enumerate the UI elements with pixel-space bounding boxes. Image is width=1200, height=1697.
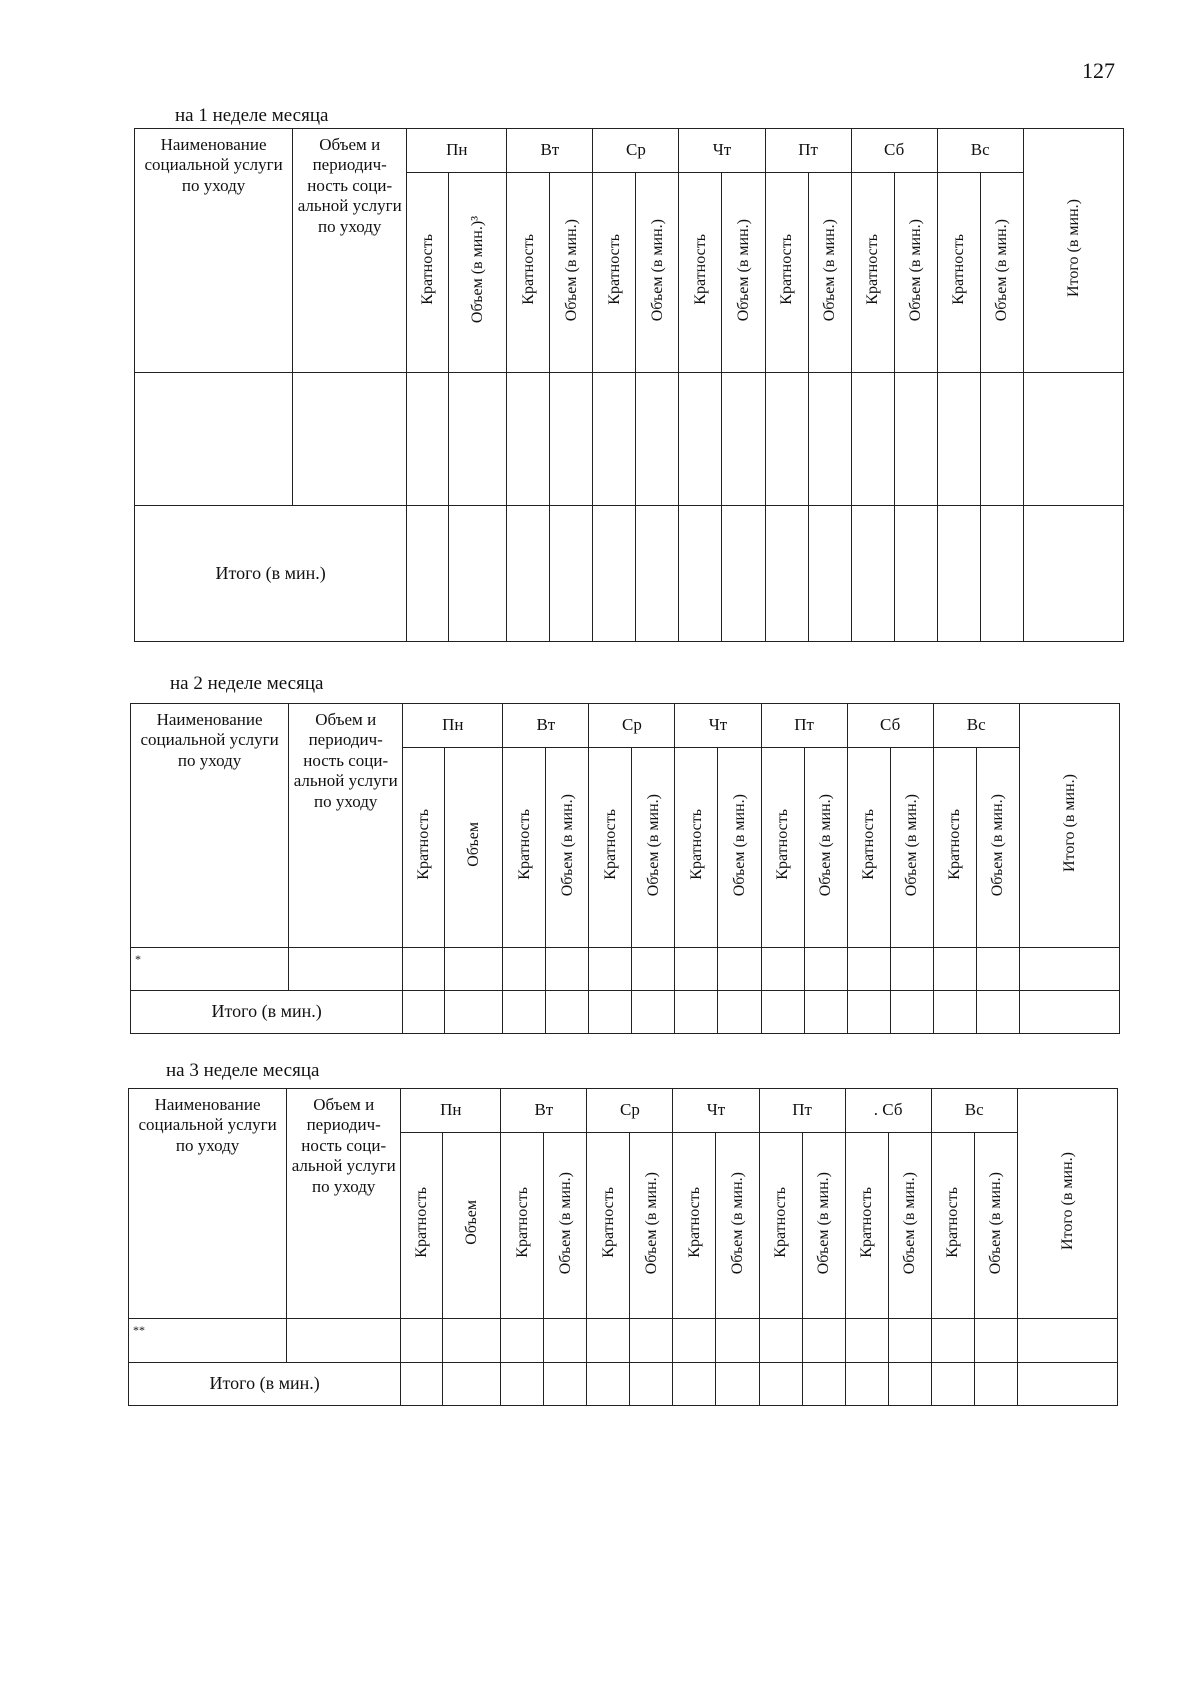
header-multiplicity: Кратность	[937, 173, 980, 373]
cell	[716, 1363, 759, 1406]
cell	[718, 948, 761, 991]
cell	[293, 373, 407, 506]
cell	[544, 1319, 587, 1363]
cell	[679, 506, 722, 642]
cell	[1019, 991, 1119, 1034]
header-volume-minutes: Объем (в мин.)	[636, 173, 679, 373]
cell	[845, 1319, 888, 1363]
page-number: 127	[1082, 58, 1115, 83]
header-multiplicity: Кратность	[759, 1133, 802, 1319]
week-3-caption: на 3 неделе месяца	[166, 1060, 320, 1081]
table-row	[131, 948, 1120, 991]
header-day-fri: Пт	[759, 1089, 845, 1133]
cell	[401, 1319, 443, 1363]
cell	[937, 506, 980, 642]
cell	[765, 506, 808, 642]
cell	[403, 948, 445, 991]
header-volume: Объем	[445, 748, 503, 948]
cell	[587, 1363, 630, 1406]
cell	[933, 991, 976, 1034]
cell	[630, 1319, 673, 1363]
cell	[890, 948, 933, 991]
cell	[974, 1363, 1017, 1406]
cell	[445, 948, 503, 991]
cell	[407, 373, 449, 506]
row-mark: **	[129, 1319, 287, 1363]
cell	[449, 373, 507, 506]
header-total-minutes: Итого (в мин.)	[1023, 129, 1123, 373]
week-1-caption: на 1 неделе месяца	[175, 105, 329, 126]
total-row	[135, 506, 1124, 642]
cell	[443, 1319, 501, 1363]
header-multiplicity: Кратность	[401, 1133, 443, 1319]
header-day-sun: Вс	[933, 704, 1019, 748]
header-volume-periodicity: Объем и периодич-ность соци-альной услуги по уходу	[293, 129, 407, 373]
header-multiplicity: Кратность	[679, 173, 722, 373]
cell	[759, 1363, 802, 1406]
header-day-fri: Пт	[761, 704, 847, 748]
header-multiplicity: Кратность	[589, 748, 632, 948]
total-label: Итого (в мин.)	[135, 506, 407, 642]
cell	[401, 1363, 443, 1406]
cell	[550, 373, 593, 506]
cell	[507, 373, 550, 506]
header-day-tue: Вт	[503, 704, 589, 748]
header-volume-minutes: Объем (в мин.)	[888, 1133, 931, 1319]
header-volume-minutes: Объем (в мин.)	[718, 748, 761, 948]
week-2-caption: на 2 неделе месяца	[170, 673, 324, 694]
week-3-schedule-table	[128, 1088, 1118, 1406]
header-volume-periodicity: Объем и периодич-ность соци-альной услуги по уходу	[289, 704, 403, 948]
cell	[890, 991, 933, 1034]
cell	[802, 1363, 845, 1406]
cell	[894, 506, 937, 642]
header-volume-minutes: Объем (в мин.)	[974, 1133, 1017, 1319]
header-total-minutes: Итого (в мин.)	[1019, 704, 1119, 948]
cell	[847, 991, 890, 1034]
cell	[851, 373, 894, 506]
cell	[931, 1363, 974, 1406]
header-day-thu: Чт	[675, 704, 761, 748]
cell	[636, 373, 679, 506]
cell	[1017, 1363, 1117, 1406]
header-service-name: Наименование социальной услуги по уходу	[129, 1089, 287, 1319]
header-day-wed: Ср	[593, 129, 679, 173]
header-multiplicity: Кратность	[507, 173, 550, 373]
cell	[808, 373, 851, 506]
header-volume-minutes: Объем (в мин.)³	[449, 173, 507, 373]
header-day-sat: Сб	[847, 704, 933, 748]
cell	[761, 991, 804, 1034]
header-volume-minutes: Объем (в мин.)	[808, 173, 851, 373]
header-day-tue: Вт	[501, 1089, 587, 1133]
cell	[449, 506, 507, 642]
header-day-mon: Пн	[403, 704, 503, 748]
cell	[931, 1319, 974, 1363]
header-multiplicity: Кратность	[931, 1133, 974, 1319]
header-multiplicity: Кратность	[503, 748, 546, 948]
cell	[501, 1363, 544, 1406]
cell	[675, 948, 718, 991]
header-day-sun: Вс	[937, 129, 1023, 173]
header-total-minutes: Итого (в мин.)	[1017, 1089, 1117, 1319]
cell	[587, 1319, 630, 1363]
cell	[888, 1363, 931, 1406]
cell	[722, 506, 765, 642]
header-multiplicity: Кратность	[673, 1133, 716, 1319]
cell	[808, 506, 851, 642]
cell	[974, 1319, 1017, 1363]
cell	[761, 948, 804, 991]
header-multiplicity: Кратность	[851, 173, 894, 373]
cell	[501, 1319, 544, 1363]
cell	[403, 991, 445, 1034]
cell	[503, 948, 546, 991]
header-multiplicity: Кратность	[587, 1133, 630, 1319]
cell	[503, 991, 546, 1034]
cell	[550, 506, 593, 642]
header-volume-periodicity: Объем и периодич-ность соци-альной услуги по уходу	[287, 1089, 401, 1319]
week-1-schedule-table	[134, 128, 1124, 642]
table-row	[135, 373, 1124, 506]
cell	[976, 991, 1019, 1034]
cell	[630, 1363, 673, 1406]
cell	[593, 373, 636, 506]
header-service-name: Наименование социальной услуги по уходу	[131, 704, 289, 948]
cell	[546, 991, 589, 1034]
header-volume-minutes: Объем (в мин.)	[890, 748, 933, 948]
cell	[507, 506, 550, 642]
cell	[718, 991, 761, 1034]
header-multiplicity: Кратность	[675, 748, 718, 948]
header-multiplicity: Кратность	[407, 173, 449, 373]
header-multiplicity: Кратность	[933, 748, 976, 948]
cell	[445, 991, 503, 1034]
header-volume-minutes: Объем (в мин.)	[716, 1133, 759, 1319]
header-volume: Объем	[443, 1133, 501, 1319]
cell	[589, 991, 632, 1034]
cell	[847, 948, 890, 991]
cell	[593, 506, 636, 642]
cell	[589, 948, 632, 991]
header-multiplicity: Кратность	[761, 748, 804, 948]
header-day-thu: Чт	[673, 1089, 759, 1133]
header-day-sat: Сб	[851, 129, 937, 173]
cell	[135, 373, 293, 506]
cell	[679, 373, 722, 506]
header-volume-minutes: Объем (в мин.)	[722, 173, 765, 373]
cell	[888, 1319, 931, 1363]
cell	[845, 1363, 888, 1406]
header-volume-minutes: Объем (в мин.)	[976, 748, 1019, 948]
cell	[673, 1319, 716, 1363]
header-multiplicity: Кратность	[501, 1133, 544, 1319]
header-volume-minutes: Объем (в мин.)	[980, 173, 1023, 373]
cell	[804, 948, 847, 991]
cell	[636, 506, 679, 642]
header-day-thu: Чт	[679, 129, 765, 173]
header-day-mon: Пн	[401, 1089, 501, 1133]
header-volume-minutes: Объем (в мин.)	[894, 173, 937, 373]
cell	[289, 948, 403, 991]
header-volume-minutes: Объем (в мин.)	[544, 1133, 587, 1319]
cell	[1017, 1319, 1117, 1363]
cell	[804, 991, 847, 1034]
header-volume-minutes: Объем (в мин.)	[802, 1133, 845, 1319]
header-volume-minutes: Объем (в мин.)	[550, 173, 593, 373]
total-row	[129, 1363, 1118, 1406]
total-label: Итого (в мин.)	[131, 991, 403, 1034]
header-multiplicity: Кратность	[593, 173, 636, 373]
header-day-sun: Вс	[931, 1089, 1017, 1133]
total-label: Итого (в мин.)	[129, 1363, 401, 1406]
cell	[716, 1319, 759, 1363]
header-multiplicity: Кратность	[765, 173, 808, 373]
header-multiplicity: Кратность	[845, 1133, 888, 1319]
cell	[287, 1319, 401, 1363]
cell	[1019, 948, 1119, 991]
header-service-name: Наименование социальной услуги по уходу	[135, 129, 293, 373]
cell	[632, 948, 675, 991]
header-day-sat: . Сб	[845, 1089, 931, 1133]
header-volume-minutes: Объем (в мин.)	[546, 748, 589, 948]
header-multiplicity: Кратность	[847, 748, 890, 948]
cell	[546, 948, 589, 991]
cell	[802, 1319, 845, 1363]
cell	[851, 506, 894, 642]
header-day-tue: Вт	[507, 129, 593, 173]
header-day-mon: Пн	[407, 129, 507, 173]
cell	[933, 948, 976, 991]
cell	[1023, 373, 1123, 506]
table-row	[129, 1319, 1118, 1363]
header-day-fri: Пт	[765, 129, 851, 173]
cell	[443, 1363, 501, 1406]
cell	[894, 373, 937, 506]
week-2-schedule-table	[130, 703, 1120, 1034]
cell	[673, 1363, 716, 1406]
header-multiplicity: Кратность	[403, 748, 445, 948]
header-day-wed: Ср	[587, 1089, 673, 1133]
cell	[407, 506, 449, 642]
cell	[937, 373, 980, 506]
cell	[980, 506, 1023, 642]
header-volume-minutes: Объем (в мин.)	[630, 1133, 673, 1319]
cell	[759, 1319, 802, 1363]
header-day-wed: Ср	[589, 704, 675, 748]
cell	[980, 373, 1023, 506]
cell	[544, 1363, 587, 1406]
cell	[976, 948, 1019, 991]
cell	[632, 991, 675, 1034]
total-row	[131, 991, 1120, 1034]
cell	[722, 373, 765, 506]
cell	[1023, 506, 1123, 642]
row-mark: *	[131, 948, 289, 991]
header-volume-minutes: Объем (в мин.)	[632, 748, 675, 948]
cell	[675, 991, 718, 1034]
cell	[765, 373, 808, 506]
header-volume-minutes: Объем (в мин.)	[804, 748, 847, 948]
